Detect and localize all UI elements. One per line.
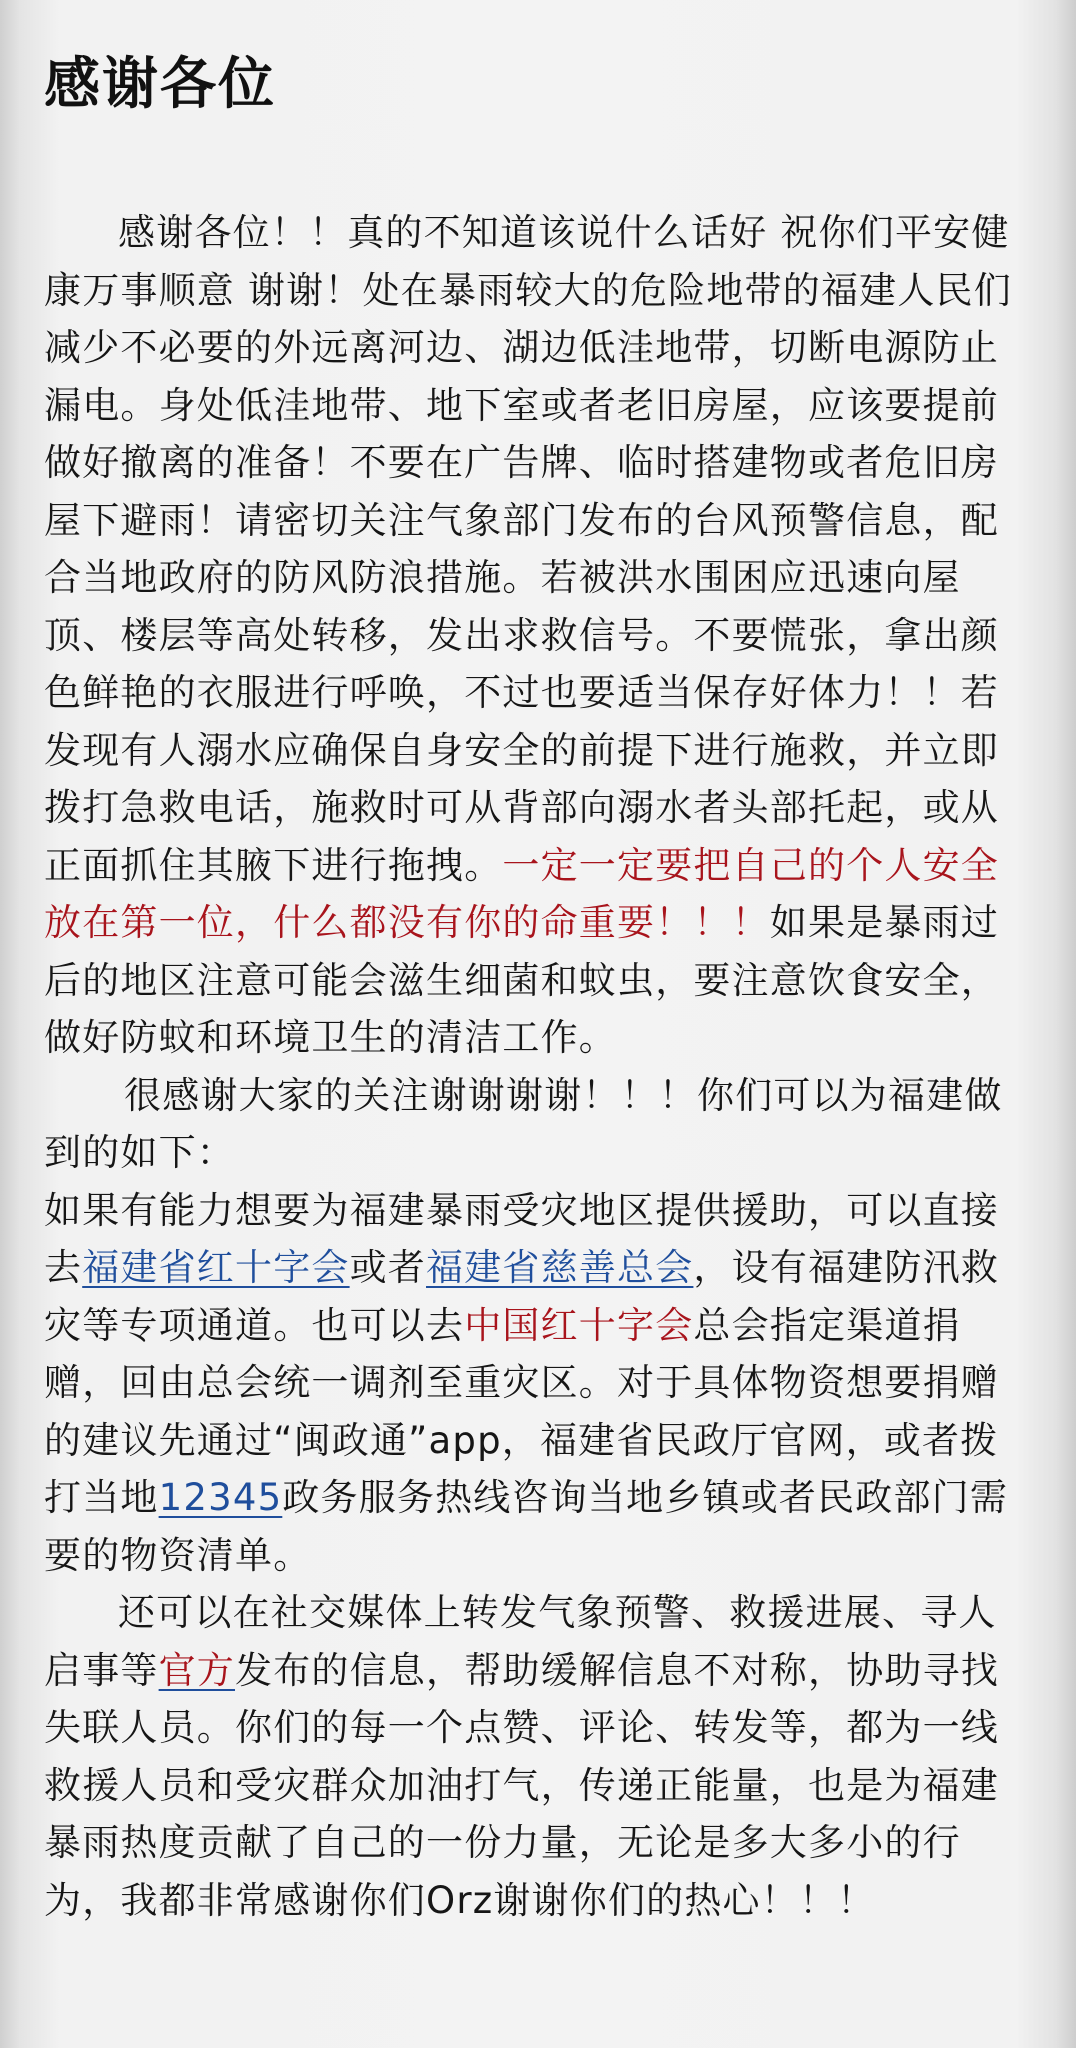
donation-intro-text: 如果有能力想要为福建暴雨受灾地区提供援助，可以直接去 bbox=[44, 1188, 999, 1289]
paragraph-thanks bbox=[44, 1067, 1020, 1182]
social-media-closing-text: 发布的信息，帮助缓解信息不对称，协助寻找失联人员。你们的每一个点赞、评论、转发等，都为一线救援人员和受灾群众加油打气，传递正能量，也是为福建暴雨热度贡献了自己的一份力量，无论是多大多小的行为，我都非常感谢你们Orz谢谢你们的热心！！！ bbox=[44, 1648, 1000, 1922]
official-text[interactable]: 官方 bbox=[158, 1648, 236, 1692]
safety-advice-text: 感谢各位！！真的不知道该说什么话好 祝你们平安健康万事顺意 谢谢！处在暴雨较大的危险地带的福建人民们减少不必要的外远离河边、湖边低洼地带，切断电源防止漏电。身处低洼地带、地下室或者老旧房屋，应该要提前做好撤离的准备！不要在广告牌、临时搭建物或者危旧房屋下避雨！请密切关注气象部门发布的台风预警信息，配合当地政府的防风防浪措施。若被洪水围困应迅速向屋顶、楼层等高处转移，发出求救信号。不要慌张，拿出颜色鲜艳的衣服进行呼唤，不过也要适当保存好体力！！若发现有人溺水应确保自身安全的前提下进行施救，并立即拨打急救电话，施救时可从背部向溺水者头部托起，或从正面抓住其腋下进行拖拽。 bbox=[44, 211, 1012, 887]
social-media-text: 还可以在社交媒体上转发气象预警、救援进展、寻人启事等 bbox=[44, 1591, 997, 1692]
link-fujian-red-cross[interactable]: 福建省红十字会 bbox=[82, 1246, 350, 1289]
paragraph-social-media bbox=[44, 1584, 1020, 1929]
china-red-cross-text: 中国红十字会 bbox=[464, 1303, 694, 1347]
paragraph-safety-advice bbox=[44, 204, 1020, 1067]
link-hotline-12345[interactable]: 12345 bbox=[158, 1476, 283, 1519]
donation-method-text: 总会指定渠道捐赠，回由总会统一调剂至重灾区。对于具体物资想要捐赠的建议先通过“闽政通”app，福建省民政厅官网，或者拨打当地 bbox=[44, 1303, 999, 1519]
donation-or-text: 或者 bbox=[349, 1246, 427, 1289]
page-title: 感谢各位 bbox=[44, 52, 276, 117]
paragraph-donation bbox=[44, 1182, 1020, 1585]
donation-channel-text: ，设有福建防汛救灾等专项通道。也可以去 bbox=[44, 1246, 1000, 1347]
post-rain-advice-text: 如果是暴雨过后的地区注意可能会滋生细菌和蚊虫，要注意饮食安全，做好防蚊和环境卫生的清洁工作。 bbox=[44, 901, 1000, 1059]
thanks-text: 很感谢大家的关注谢谢谢谢！！！你们可以为福建做到的如下： bbox=[44, 1073, 1003, 1174]
safety-emphasis-text: 一定一定要把自己的个人安全放在第一位，什么都没有你的命重要！！！ bbox=[44, 843, 1000, 944]
hotline-purpose-text: 政务服务热线咨询当地乡镇或者民政部门需要的物资清单。 bbox=[44, 1476, 1009, 1577]
document-body bbox=[44, 204, 1020, 1929]
link-fujian-charity-federation[interactable]: 福建省慈善总会 bbox=[426, 1246, 694, 1289]
